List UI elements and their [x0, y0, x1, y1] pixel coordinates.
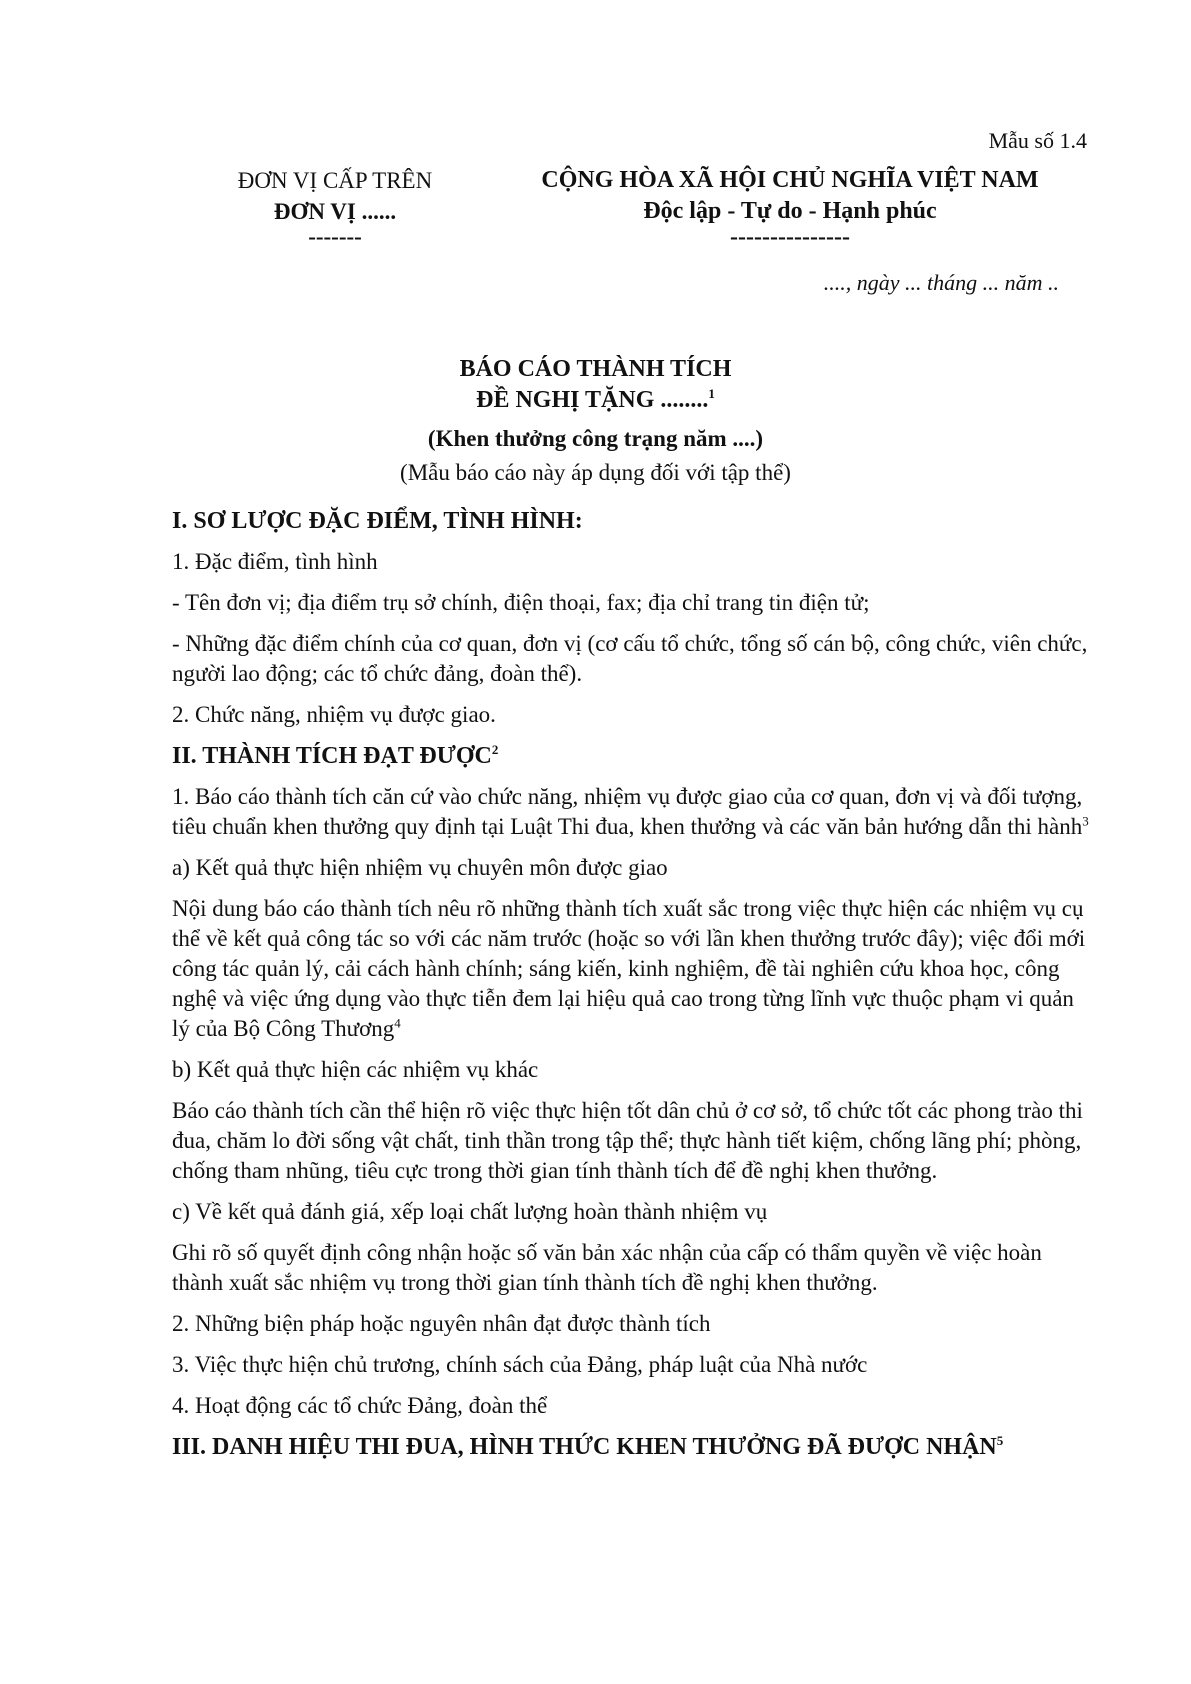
report-scope-note: (Mẫu báo cáo này áp dụng đối với tập thể): [400, 460, 791, 485]
section-3-heading: [172, 1432, 1092, 1463]
section-3-heading-text: III. DANH HIỆU THI ĐUA, HÌNH THỨC KHEN THƯỞNG ĐÃ ĐƯỢC NHẬN: [172, 1434, 997, 1460]
section-2-item-a: a) Kết quả thực hiện nhiệm vụ chuyên môn được giao: [172, 855, 668, 880]
unit-divider: -------: [308, 224, 362, 249]
section-2-item-3: 3. Việc thực hiện chủ trương, chính sách của Đảng, pháp luật của Nhà nước: [172, 1352, 868, 1377]
section-1-item-3: - Những đặc điểm chính của cơ quan, đơn vị (cơ cấu tổ chức, tổng số cán bộ, công chức, viên chức, người lao động; các tổ chức đảng, đoàn thể).: [172, 631, 1088, 686]
footnote-ref-3: 3: [1082, 813, 1089, 829]
section-2-item-b-desc: Báo cáo thành tích cần thể hiện rõ việc thực hiện tốt dân chủ ở cơ sở, tổ chức tốt các phong trào thi đua, chăm lo đời sống vật chất, tinh thần trong tập thể; thực hành tiết kiệm, chống lãng phí; phòng, chống tham nhũng, tiêu cực trong thời gian tính thành tích để đề nghị khen thưởng.: [172, 1098, 1083, 1183]
section-2-item-a-desc: [172, 894, 1092, 1044]
footnote-ref-2: 2: [491, 742, 499, 757]
section-2-item-c-desc: Ghi rõ số quyết định công nhận hoặc số văn bản xác nhận của cấp có thẩm quyền về việc hoàn thành xuất sắc nhiệm vụ trong thời gian tính thành tích đề nghị khen thưởng.: [172, 1240, 1042, 1295]
footnote-ref-4: 4: [394, 1015, 401, 1031]
section-1-heading: I. SƠ LƯỢC ĐẶC ĐIỂM, TÌNH HÌNH:: [172, 508, 583, 534]
parent-unit-label: ĐƠN VỊ CẤP TRÊN: [237, 168, 433, 193]
motto: Độc lập - Tự do - Hạnh phúc: [643, 198, 937, 224]
section-2-heading-text: II. THÀNH TÍCH ĐẠT ĐƯỢC: [172, 743, 492, 769]
section-1-item-2: - Tên đơn vị; địa điểm trụ sở chính, điện thoại, fax; địa chỉ trang tin điện tử;: [172, 590, 870, 615]
section-2-item-1-text: 1. Báo cáo thành tích căn cứ vào chức năng, nhiệm vụ được giao của cơ quan, đơn vị và đối tượng, tiêu chuẩn khen thưởng quy định tại Luật Thi đua, khen thưởng và các văn bản hướng dẫn thi hành: [172, 784, 1083, 839]
report-period: (Khen thưởng công trạng năm ....): [427, 426, 764, 451]
national-motto-block: [490, 165, 1090, 250]
country-name: CỘNG HÒA XÃ HỘI CHỦ NGHĨA VIỆT NAM: [541, 167, 1039, 193]
footnote-ref-1: 1: [708, 386, 715, 401]
section-1-item-1: 1. Đặc điểm, tình hình: [172, 549, 378, 574]
section-2-item-4: 4. Hoạt động các tổ chức Đảng, đoàn thể: [172, 1393, 548, 1418]
report-body: [172, 506, 1092, 1473]
section-1-item-4: 2. Chức năng, nhiệm vụ được giao.: [172, 702, 496, 727]
unit-label: ĐƠN VỊ ......: [273, 199, 397, 224]
section-2-item-b: b) Kết quả thực hiện các nhiệm vụ khác: [172, 1057, 539, 1082]
section-2-item-2: 2. Những biện pháp hoặc nguyên nhân đạt được thành tích: [172, 1311, 711, 1336]
report-title: BÁO CÁO THÀNH TÍCH: [459, 356, 732, 382]
date-line: ...., ngày ... tháng ... năm ..: [823, 270, 1059, 295]
issuing-unit-block: [190, 165, 480, 247]
document-header: [190, 165, 1090, 250]
section-2-item-1: [172, 782, 1092, 842]
report-subtitle-text: ĐỀ NGHỊ TẶNG ........: [476, 387, 709, 413]
section-2-item-a-desc-text: Nội dung báo cáo thành tích nêu rõ những thành tích xuất sắc trong việc thực hiện các nhiệm vụ cụ thể về kết quả công tác so với các năm trước (hoặc so với lần khen thưởng trước đây); việc đổi mới công tác quản lý, cải cách hành chính; sáng kiến, kinh nghiệm, đề tài nghiên cứu khoa học, công nghệ và việc ứng dụng vào thực tiễn đem lại hiệu quả cao trong từng lĩnh vực thuộc phạm vi quản lý của Bộ Công Thương: [172, 896, 1086, 1041]
section-2-item-c: c) Về kết quả đánh giá, xếp loại chất lượng hoàn thành nhiệm vụ: [172, 1199, 768, 1224]
report-subtitle: [0, 385, 1191, 416]
motto-divider: ---------------: [730, 224, 850, 250]
section-2-heading: [172, 741, 1092, 772]
form-number: Mẫu số 1.4: [988, 128, 1087, 153]
footnote-ref-5: 5: [996, 1433, 1004, 1448]
report-title-block: [0, 354, 1191, 486]
